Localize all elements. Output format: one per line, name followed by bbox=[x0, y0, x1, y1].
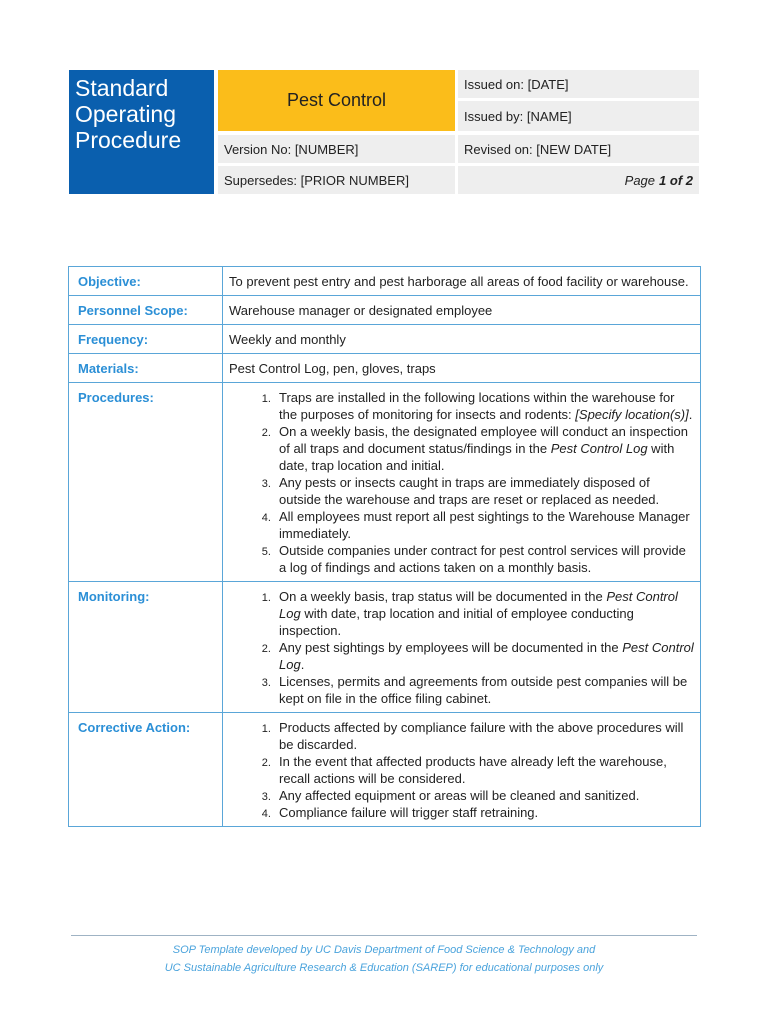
footer-note bbox=[0, 941, 768, 977]
corrective-cell bbox=[223, 713, 701, 827]
page-value: 1 of 2 bbox=[659, 172, 693, 188]
footer-divider bbox=[71, 935, 697, 936]
sop-title bbox=[218, 70, 455, 131]
monitoring-label: Monitoring: bbox=[69, 582, 223, 713]
list-item: 2. In the event that affected products have already left the warehouse, recall actions will be considered. bbox=[274, 753, 694, 787]
list-item: 3. Licenses, permits and agreements from outside pest companies will be kept on file in the office filing cabinet. bbox=[274, 673, 694, 707]
objective-text: To prevent pest entry and pest harborage all areas of food facility or warehouse. bbox=[223, 267, 701, 296]
materials-label: Materials: bbox=[69, 354, 223, 383]
corrective-list bbox=[229, 719, 694, 821]
list-item: 1. Products affected by compliance failure with the above procedures will be discarded. bbox=[274, 719, 694, 753]
footer-line-2: UC Sustainable Agriculture Research & Education (SAREP) for educational purposes only bbox=[164, 962, 604, 974]
procedures-label: Procedures: bbox=[69, 383, 223, 582]
sop-title-text: Pest Control bbox=[286, 90, 387, 110]
objective-label: Objective: bbox=[69, 267, 223, 296]
monitoring-cell bbox=[223, 582, 701, 713]
list-item: 4. Compliance failure will trigger staff retraining. bbox=[274, 804, 694, 821]
list-item: 4. All employees must report all pest sightings to the Warehouse Manager immediately. bbox=[274, 508, 694, 542]
version-field bbox=[218, 135, 455, 163]
corrective-label: Corrective Action: bbox=[69, 713, 223, 827]
row-frequency bbox=[69, 325, 701, 354]
list-item: 3. Any affected equipment or areas will be cleaned and sanitized. bbox=[274, 787, 694, 804]
scope-text: Warehouse manager or designated employee bbox=[223, 296, 701, 325]
row-materials bbox=[69, 354, 701, 383]
list-item: 5. Outside companies under contract for pest control services will provide a log of findings and actions taken on a monthly basis. bbox=[274, 542, 694, 576]
list-item: 3. Any pests or insects caught in traps are immediately disposed of outside the warehouse and traps are reset or replaced as needed. bbox=[274, 474, 694, 508]
row-objective bbox=[69, 267, 701, 296]
frequency-text: Weekly and monthly bbox=[223, 325, 701, 354]
row-corrective bbox=[69, 713, 701, 827]
row-procedures bbox=[69, 383, 701, 582]
issued-on-text: Issued on: [DATE] bbox=[464, 76, 569, 92]
doc-type-block bbox=[69, 70, 214, 194]
page-prefix: Page bbox=[624, 172, 656, 188]
list-item: 1. On a weekly basis, trap status will be documented in the Pest Control Log with date, trap location and initial of employee conducting inspection. bbox=[274, 588, 694, 639]
list-item: 2. On a weekly basis, the designated employee will conduct an inspection of all traps and document status/findings in the Pest Control Log with date, trap location and initial. bbox=[274, 423, 694, 474]
revised-on-field bbox=[458, 135, 699, 163]
footer-line-1: SOP Template developed by UC Davis Department of Food Science & Technology and bbox=[172, 944, 596, 956]
supersedes-field bbox=[218, 166, 455, 194]
frequency-label: Frequency: bbox=[69, 325, 223, 354]
version-text: Version No: [NUMBER] bbox=[224, 141, 359, 157]
issued-on-field bbox=[458, 70, 699, 98]
revised-on-text: Revised on: [NEW DATE] bbox=[464, 141, 612, 157]
materials-text: Pest Control Log, pen, gloves, traps bbox=[223, 354, 701, 383]
page-indicator bbox=[458, 166, 699, 194]
issued-by-field bbox=[458, 101, 699, 131]
row-monitoring bbox=[69, 582, 701, 713]
procedures-list bbox=[229, 389, 694, 576]
list-item: 2. Any pest sightings by employees will be documented in the Pest Control Log. bbox=[274, 639, 694, 673]
doc-type-text: Standard Operating Procedure bbox=[75, 75, 182, 153]
procedures-cell bbox=[223, 383, 701, 582]
sop-table bbox=[68, 266, 701, 827]
list-item: 1. Traps are installed in the following locations within the warehouse for the purposes of monitoring for insects and rodents: [Specify location(s)]. bbox=[274, 389, 694, 423]
issued-by-text: Issued by: [NAME] bbox=[464, 108, 572, 124]
supersedes-text: Supersedes: [PRIOR NUMBER] bbox=[224, 172, 409, 188]
monitoring-list bbox=[229, 588, 694, 707]
scope-label: Personnel Scope: bbox=[69, 296, 223, 325]
row-scope bbox=[69, 296, 701, 325]
